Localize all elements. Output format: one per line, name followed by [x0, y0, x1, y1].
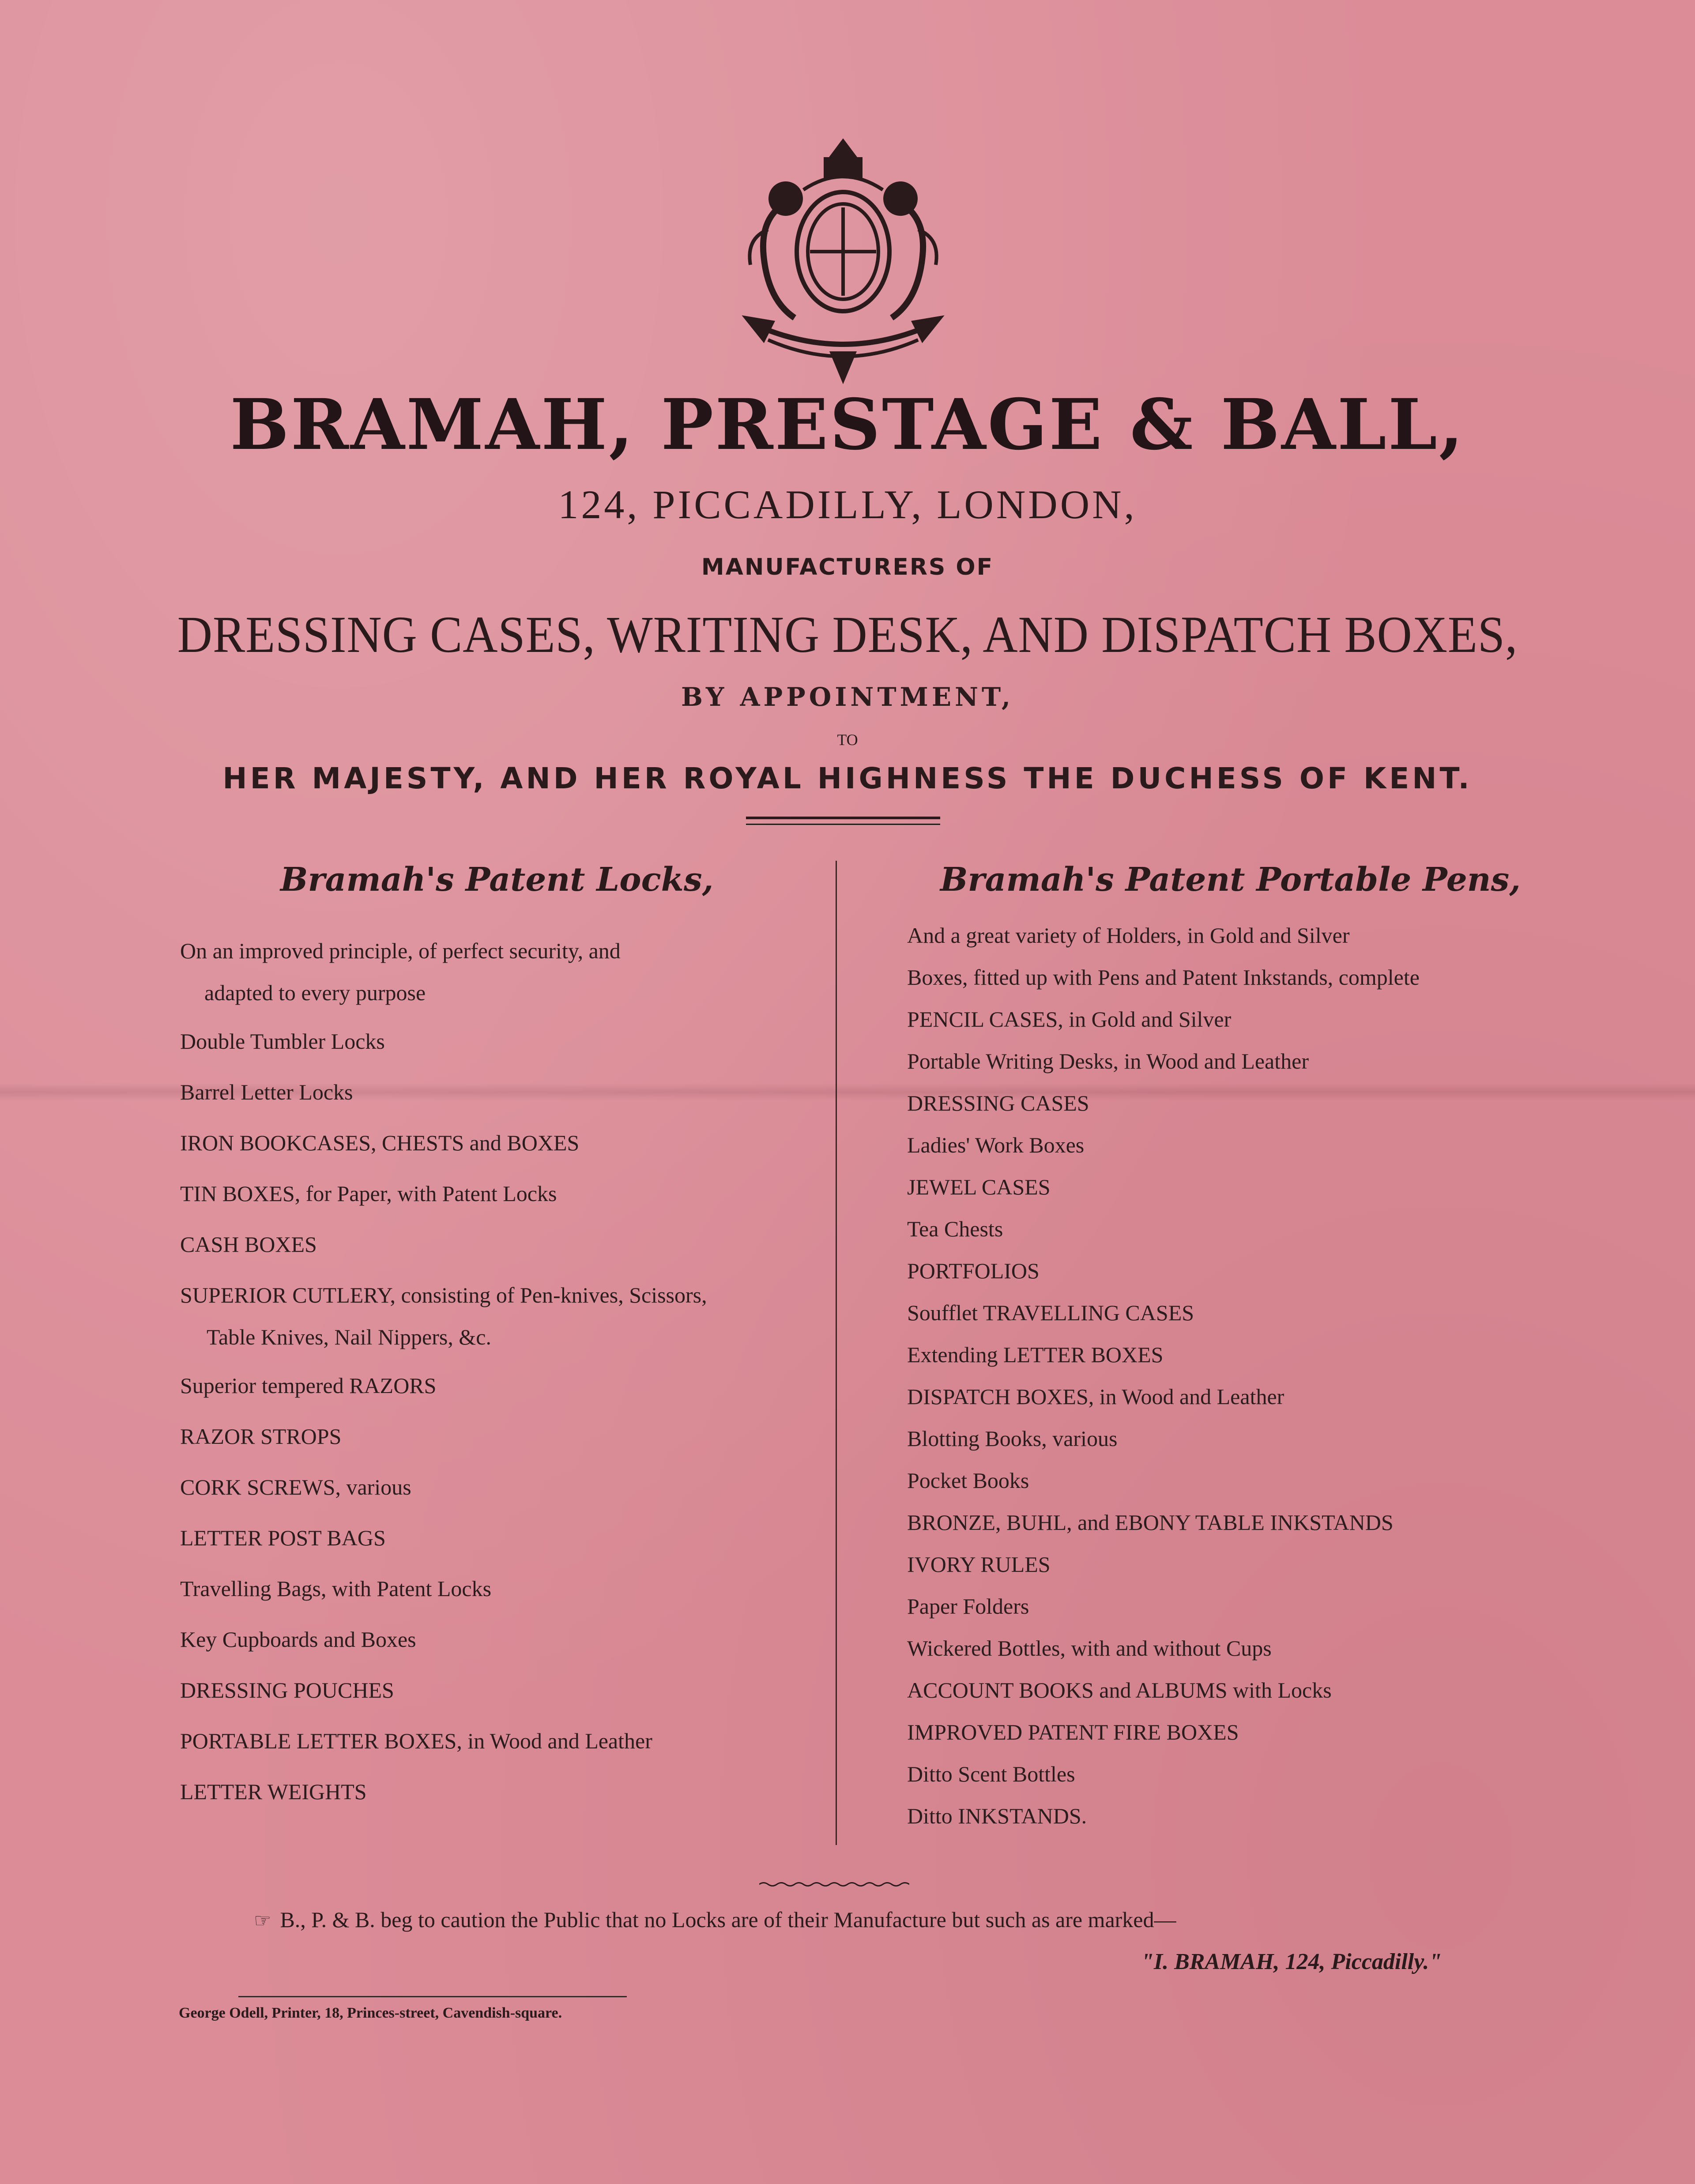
- caution-text: B., P. & B. beg to caution the Public that no Locks are of their Manufacture but such as are marked—: [280, 1907, 1176, 1932]
- right-list-item: PENCIL CASES, in Gold and Silver: [907, 1007, 1232, 1032]
- left-list-item: Key Cupboards and Boxes: [180, 1627, 416, 1652]
- left-list-item: LETTER WEIGHTS: [180, 1779, 367, 1804]
- caution-notice: [254, 1907, 1176, 1932]
- right-list-item: ACCOUNT BOOKS and ALBUMS with Locks: [907, 1678, 1332, 1702]
- left-list-item: adapted to every purpose: [204, 980, 426, 1005]
- left-list-item: PORTABLE LETTER BOXES, in Wood and Leather: [180, 1728, 652, 1753]
- right-list-item: IMPROVED PATENT FIRE BOXES: [907, 1720, 1239, 1744]
- appointment-line: BY APPOINTMENT,: [681, 682, 1014, 712]
- left-list-item: IRON BOOKCASES, CHESTS and BOXES: [180, 1130, 580, 1155]
- right-list-item: And a great variety of Holders, in Gold and Silver: [907, 923, 1350, 948]
- left-list-item: TIN BOXES, for Paper, with Patent Locks: [180, 1181, 557, 1206]
- right-list-item: DISPATCH BOXES, in Wood and Leather: [907, 1384, 1284, 1409]
- right-list-item: Boxes, fitted up with Pens and Patent Inkstands, complete: [907, 965, 1420, 990]
- right-list-item: Soufflet TRAVELLING CASES: [907, 1300, 1194, 1325]
- right-list-item: DRESSING CASES: [907, 1091, 1089, 1115]
- left-list-item: CORK SCREWS, various: [180, 1475, 411, 1499]
- right-column-heading: Bramah's Patent Portable Pens,: [940, 861, 1521, 899]
- right-list-item: Ladies' Work Boxes: [907, 1133, 1085, 1157]
- right-list-item: Blotting Books, various: [907, 1426, 1118, 1451]
- right-list-item: PORTFOLIOS: [907, 1258, 1040, 1283]
- right-list-item: JEWEL CASES: [907, 1175, 1051, 1199]
- header-divider-thin: [746, 824, 940, 825]
- left-list-item: DRESSING POUCHES: [180, 1678, 394, 1702]
- left-list-item: Superior tempered RAZORS: [180, 1373, 437, 1398]
- right-list-item: Tea Chests: [907, 1216, 1003, 1241]
- left-list-item: CASH BOXES: [180, 1232, 317, 1257]
- manufacturers-of-label: MANUFACTURERS OF: [701, 554, 994, 580]
- products-line: DRESSING CASES, WRITING DESK, AND DISPATCH BOXES,: [177, 606, 1518, 663]
- right-list-item: Portable Writing Desks, in Wood and Leather: [907, 1049, 1309, 1073]
- left-list-item: Double Tumbler Locks: [180, 1029, 385, 1054]
- pointing-hand-icon: ☞: [254, 1910, 271, 1932]
- left-list-item: Table Knives, Nail Nippers, &c.: [207, 1325, 491, 1349]
- right-list-item: Pocket Books: [907, 1468, 1029, 1493]
- right-list-item: Ditto Scent Bottles: [907, 1762, 1075, 1786]
- firm-name: BRAMAH, PRESTAGE & BALL,: [230, 384, 1465, 466]
- maker-mark: "I. BRAMAH, 124, Piccadilly.": [1141, 1949, 1442, 1974]
- right-list-item: Wickered Bottles, with and without Cups: [907, 1636, 1272, 1661]
- left-list-item: Travelling Bags, with Patent Locks: [180, 1576, 492, 1601]
- left-list-item: SUPERIOR CUTLERY, consisting of Pen-knives, Scissors,: [180, 1283, 707, 1307]
- ornamental-rule: [759, 1881, 909, 1887]
- left-column-heading: Bramah's Patent Locks,: [280, 861, 714, 899]
- right-list-item: Extending LETTER BOXES: [907, 1342, 1164, 1367]
- right-list-item: Paper Folders: [907, 1594, 1029, 1619]
- right-list-item: IVORY RULES: [907, 1552, 1051, 1577]
- firm-address: 124, PICCADILLY, LONDON,: [558, 482, 1137, 527]
- left-list-item: Barrel Letter Locks: [180, 1080, 353, 1104]
- left-list-item: RAZOR STROPS: [180, 1424, 342, 1449]
- left-list-item: LETTER POST BAGS: [180, 1525, 386, 1550]
- printer-imprint: George Odell, Printer, 18, Princes-street, Cavendish-square.: [179, 2005, 562, 2021]
- left-list-item: On an improved principle, of perfect security, and: [180, 938, 621, 963]
- patrons-line: HER MAJESTY, AND HER ROYAL HIGHNESS THE DUCHESS OF KENT.: [222, 761, 1473, 795]
- header-divider: [746, 817, 940, 819]
- column-divider: [836, 861, 837, 1845]
- footer-divider: [238, 1996, 627, 1997]
- right-list-item: Ditto INKSTANDS.: [907, 1804, 1087, 1828]
- coat-of-arms-icon: [719, 132, 967, 384]
- right-list-item: BRONZE, BUHL, and EBONY TABLE INKSTANDS: [907, 1510, 1394, 1535]
- to-label: TO: [837, 731, 858, 749]
